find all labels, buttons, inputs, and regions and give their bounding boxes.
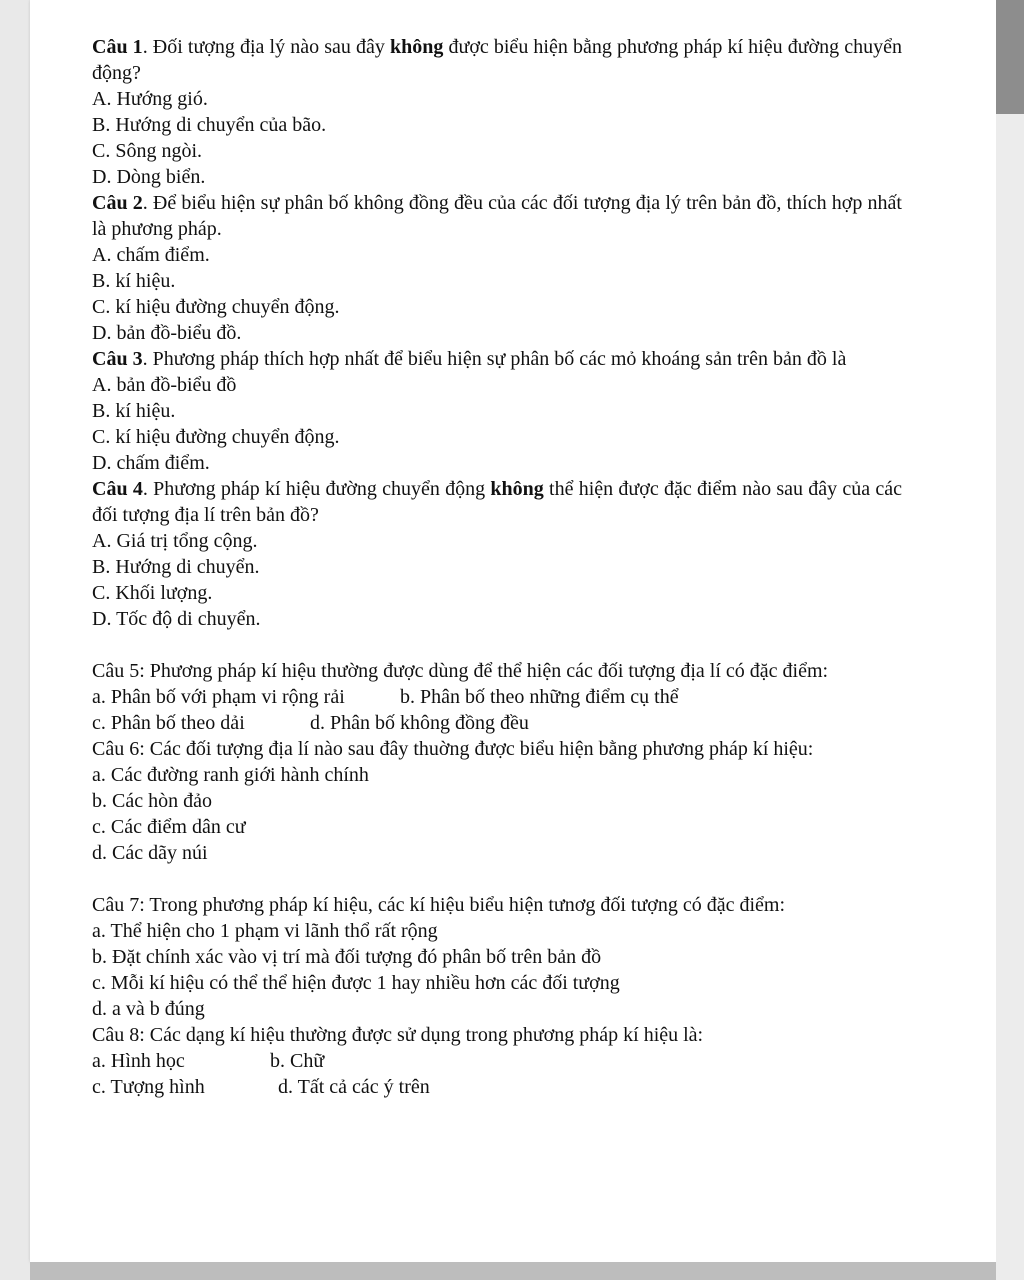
answer-option: b. Phân bố theo những điểm cụ thể [400, 686, 679, 708]
quiz-content [92, 34, 902, 1100]
answer-option: d. Các dãy núi [92, 842, 208, 864]
answer-option: B. kí hiệu. [92, 270, 176, 292]
answer-option: A. chấm điểm. [92, 244, 210, 266]
answer-option: c. Các điểm dân cư [92, 816, 246, 838]
answer-option-row [92, 1074, 902, 1100]
question-4: Câu 4. Phương pháp kí hiệu đường chuyển động không thể hiện được đặc điểm nào sau đây của các đối tượng địa lí trên bản đồ? [92, 478, 903, 526]
answer-option: B. kí hiệu. [92, 400, 176, 422]
answer-option: D. chấm điểm. [92, 452, 210, 474]
question-5: Câu 5: Phương pháp kí hiệu thường được dùng để thể hiện các đối tượng địa lí có đặc điểm: [92, 660, 829, 682]
spacer [92, 866, 902, 892]
answer-option-row [92, 710, 902, 736]
page-bottom-edge [30, 1262, 996, 1280]
question-8: Câu 8: Các dạng kí hiệu thường được sử dụng trong phương pháp kí hiệu là: [92, 1024, 704, 1046]
answer-option: d. a và b đúng [92, 998, 205, 1020]
answer-option: c. Mỗi kí hiệu có thể thể hiện được 1 hay nhiều hơn các đối tượng [92, 972, 620, 994]
answer-option: b. Chữ [270, 1050, 325, 1072]
answer-option: C. kí hiệu đường chuyển động. [92, 296, 340, 318]
answer-option: B. Hướng di chuyển. [92, 556, 260, 578]
answer-option: A. Hướng gió. [92, 88, 208, 110]
answer-option: c. Phân bố theo dải [92, 712, 245, 734]
question-3: Câu 3. Phương pháp thích hợp nhất để biểu hiện sự phân bố các mỏ khoáng sản trên bản đồ là [92, 348, 847, 370]
answer-option: A. bản đồ-biểu đồ [92, 374, 237, 396]
answer-option: a. Phân bố với phạm vi rộng rải [92, 686, 345, 708]
answer-option: d. Phân bố không đồng đều [310, 712, 529, 734]
answer-option: C. Khối lượng. [92, 582, 213, 604]
answer-option: b. Đặt chính xác vào vị trí mà đối tượng đó phân bố trên bản đồ [92, 946, 602, 968]
answer-option: b. Các hòn đảo [92, 790, 212, 812]
answer-option: B. Hướng di chuyển của bão. [92, 114, 327, 136]
answer-option-row [92, 684, 902, 710]
vertical-scrollbar[interactable] [996, 0, 1024, 1280]
question-2-label: Câu 2 [92, 192, 143, 214]
answer-option: d. Tất cả các ý trên [278, 1076, 430, 1098]
answer-option: a. Thể hiện cho 1 phạm vi lãnh thổ rất rộng [92, 920, 438, 942]
question-1: Câu 1. Đối tượng địa lý nào sau đây không được biểu hiện bằng phương pháp kí hiệu đường chuyển động? [92, 36, 902, 84]
answer-option: a. Các đường ranh giới hành chính [92, 764, 369, 786]
spacer [92, 632, 902, 658]
question-6: Câu 6: Các đối tượng địa lí nào sau đây thuờng được biểu hiện bằng phương pháp kí hiệu: [92, 738, 814, 760]
answer-option-row [92, 1048, 902, 1074]
answer-option: A. Giá trị tổng cộng. [92, 530, 258, 552]
question-2: Câu 2. Để biểu hiện sự phân bố không đồng đều của các đối tượng địa lý trên bản đồ, thích hợp nhất là phương pháp. [92, 192, 902, 240]
answer-option: D. Tốc độ di chuyển. [92, 608, 261, 630]
question-1-label: Câu 1 [92, 36, 143, 58]
question-7: Câu 7: Trong phương pháp kí hiệu, các kí hiệu biểu hiện tưnơg đối tượng có đặc điểm: [92, 894, 786, 916]
scrollbar-thumb[interactable] [996, 0, 1024, 114]
answer-option: a. Hình học [92, 1050, 185, 1072]
answer-option: D. bản đồ-biểu đồ. [92, 322, 242, 344]
answer-option: C. kí hiệu đường chuyển động. [92, 426, 340, 448]
answer-option: D. Dòng biển. [92, 166, 206, 188]
question-4-label: Câu 4 [92, 478, 143, 500]
answer-option: C. Sông ngòi. [92, 140, 203, 162]
question-3-label: Câu 3 [92, 348, 143, 370]
answer-option: c. Tượng hình [92, 1076, 205, 1098]
